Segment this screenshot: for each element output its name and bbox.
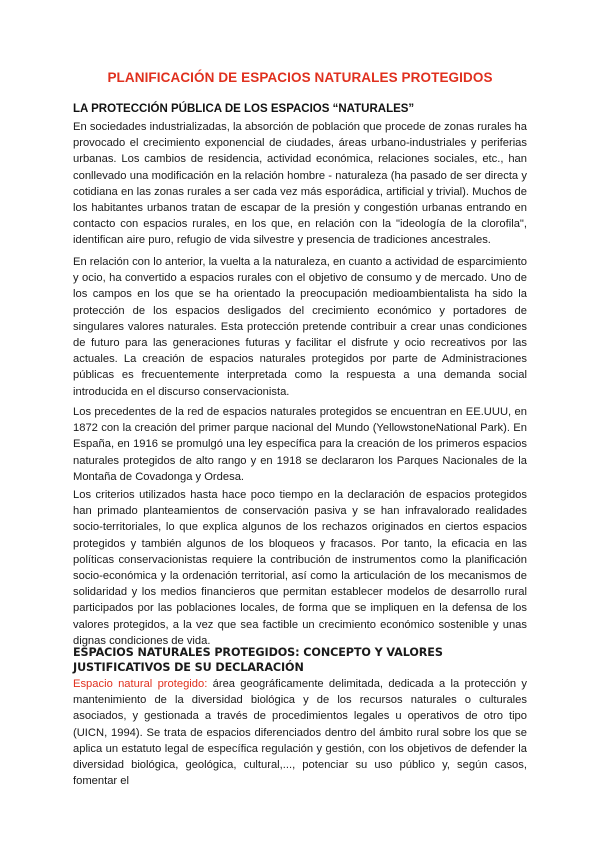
paragraph-4: Los criterios utilizados hasta hace poco tiempo en la declaración de espacios protegidos han primado planteamientos de conservación pasiva y se han infravalorado realidades socio-territoriales, lo que explica algunos de los rechazos originados en ciertos espacios protegidos y también algunos de los bloqueos y fracasos. Por tanto, la eficacia en las políticas conservacionistas requiere la contribución de instrumentos como la planificación socio-económica y la ordenación territorial, así como la articulación de los mecanismos de solidaridad y los medios financieros que permitan establecer modelos de desarrollo rural participados por las poblaciones locales, de forma que se impliquen en la defensa de los valores protegidos, a la vez que sea factible un crecimiento económico sostenible y unas dignas condiciones de vida. [73, 489, 527, 647]
paragraph-2: En relación con lo anterior, la vuelta a la naturaleza, en cuanto a actividad de esparcimiento y ocio, ha convertido a espacios rurales con el objetivo de consumo y de mercado. Uno de los campos en los que se ha orientado la preocupación medioambientalista ha sido la protección de los espacios desligados del crecimiento económico y portadores de singulares valores naturales. Esta protección pretende contribuir a crear unas condiciones de futuro para las generaciones futuras y facilitar el disfrute y ocio recreativos por las actuales. La creación de espacios naturales protegidos por parte de Administraciones públicas es frecuentemente interpretada como la respuesta a una demanda social introducida en el discurso conservacionista. [73, 256, 527, 398]
section-heading-proteccion: LA PROTECCIÓN PÚBLICA DE LOS ESPACIOS “NATURALES” [73, 103, 415, 115]
section-heading-concepto: ESPACIOS NATURALES PROTEGIDOS: CONCEPTO Y VALORES JUSTIFICATIVOS DE SU DECLARACIÓN [73, 646, 443, 674]
definition-paragraph [73, 676, 527, 789]
definition-term: Espacio natural protegido: [73, 678, 208, 690]
paragraph-1: En sociedades industrializadas, la absorción de población que procede de zonas rurales ha provocado el crecimiento exponencial de ciudades, áreas urbano-industriales y periferias urbanas. Los cambios de residencia, actividad económica, relaciones sociales, etc., han conllevado una modificación en la relación hombre - naturaleza (ha pasado de ser directa y cotidiana en las zonas rurales a ser cada vez más esporádica, artificial y trivial). Muchos de los habitantes urbanos tratan de escapar de la presión y congestión urbanas entrando en contacto con espacios rurales, en los que, en relación con la "ideología de la clorofila", identifican aire puro, refugio de vida silvestre y presencia de tradiciones ancestrales. [73, 121, 527, 247]
document-title: PLANIFICACIÓN DE ESPACIOS NATURALES PROTEGIDOS [107, 70, 493, 85]
paragraph-3: Los precedentes de la red de espacios naturales protegidos se encuentran en EE.UUU, en 1872 con la creación del primer parque nacional del Mundo (YellowstoneNational Park). En España, en 1916 se promulgó una ley específica para la creación de los primeros espacios naturales protegidos de alto rango y en 1918 se declararon los Parques Nacionales de la Montaña de Covadonga y Ordesa. [73, 406, 527, 483]
definition-text: área geográficamente delimitada, dedicada a la protección y mantenimiento de la diversidad biológica y de los recursos naturales o culturales asociados, y gestionada a través de procedimientos legales u operativos de otro tipo (UICN, 1994). Se trata de espacios diferenciados dentro del ámbito rural sobre los que se aplica un estatuto legal de específica regulación y gestión, con los objetivos de defender la diversidad biológica, geológica, cultural,..., potenciar su uso público y, según casos, fomentar el [73, 678, 528, 788]
